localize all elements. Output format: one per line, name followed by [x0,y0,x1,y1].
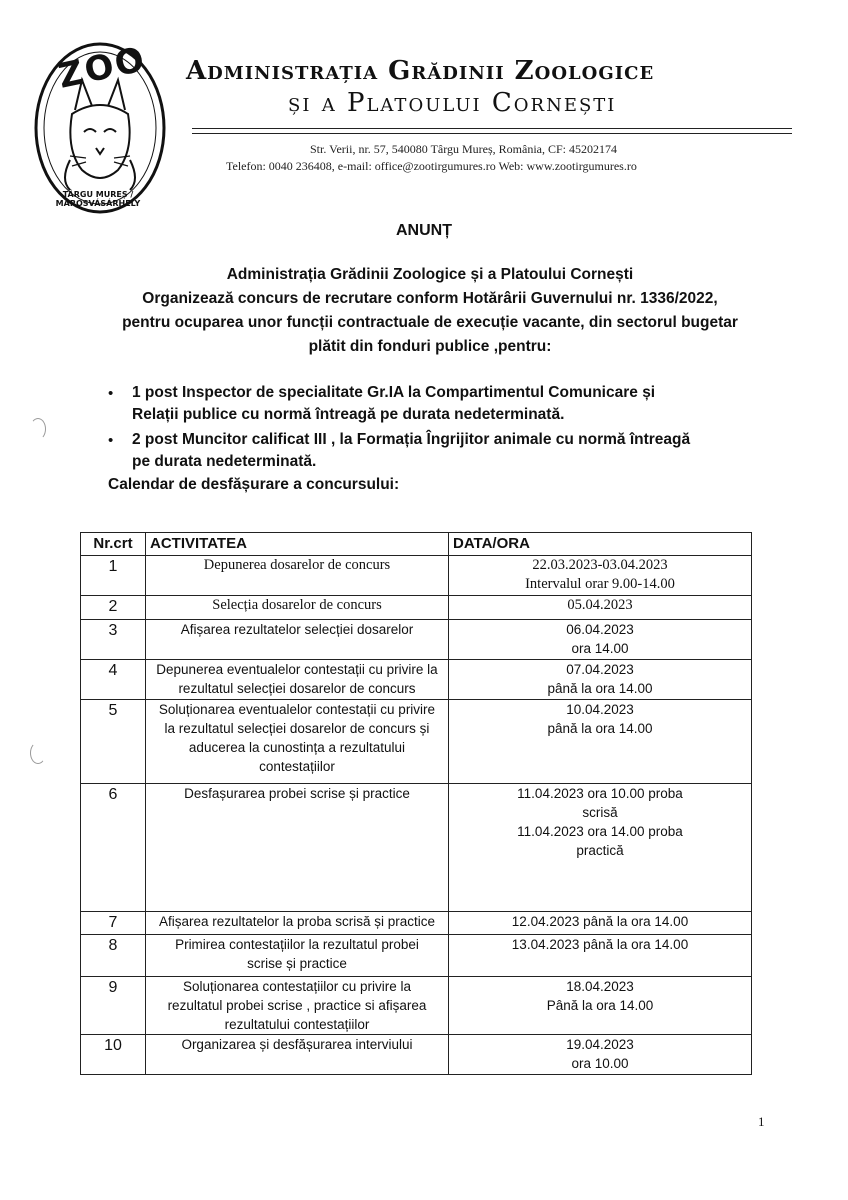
date-text: 18.04.2023 [566,979,634,994]
row-number: 2 [81,596,146,620]
date-text: până la ora 14.00 [547,681,653,696]
row-number: 3 [81,620,146,660]
schedule-table [80,532,752,1075]
activity-cell [146,700,449,784]
date-cell [449,620,752,660]
activity-text: Soluționarea contestațiilor cu privire la [182,979,412,994]
table-row [81,660,752,700]
position-item: 2 post Muncitor calificat III , la Formația Îngrijitor animale cu normă întreagă [132,431,691,448]
activity-cell [146,660,449,700]
date-cell [449,596,752,620]
position-item: 1 post Inspector de specialitate Gr.IA la Compartimentul Comunicare și [132,384,656,401]
activity-text: Primirea contestațiilor la rezultatul probei [175,937,419,952]
row-number: 4 [81,660,146,700]
activity-text: rezultatul probei scrise , practice si afișarea [167,998,427,1013]
row-number: 9 [81,977,146,1035]
table-row [81,556,752,596]
activity-cell [146,1035,449,1075]
activity-text: Selecția dosarelor de concurs [212,597,382,613]
document-title: ANUNȚ [396,222,452,239]
activity-cell [146,556,449,596]
zoo-logo [30,40,170,220]
table-row [81,784,752,912]
date-text: Până la ora 14.00 [546,998,654,1013]
table-row [81,1035,752,1075]
table-row [81,620,752,660]
header-rule [192,133,792,134]
date-cell [449,935,752,977]
activity-text: Depunerea eventualelor contestații cu privire la [156,662,438,677]
table-row [81,912,752,935]
table-row [81,935,752,977]
activity-cell [146,784,449,912]
activity-cell [146,935,449,977]
date-text: 05.04.2023 [567,597,633,613]
date-text: ora 10.00 [571,1056,629,1071]
bullet-icon: • [108,432,114,449]
activity-text: la rezultatul selecției dosarelor de concurs și [164,721,430,736]
header-rule [192,128,792,129]
org-contact: Telefon: 0040 236408, e-mail: office@zootirgumures.ro Web: www.zootirgumures.ro [226,159,637,173]
intro-line: plătit din fonduri publice ,pentru: [308,338,552,355]
punch-hole-mark [30,418,46,440]
activity-text: aducerea la cunostința a rezultatului [188,740,406,755]
intro-line: Administrația Grădinii Zoologice și a Platoului Cornești [226,266,634,283]
table-header-row [81,533,752,556]
date-cell [449,977,752,1035]
date-text: ora 14.00 [571,641,629,656]
row-number: 1 [81,556,146,596]
row-number: 10 [81,1035,146,1075]
activity-cell [146,912,449,935]
date-text: 13.04.2023 până la ora 14.00 [511,937,689,952]
date-cell [449,912,752,935]
row-number: 5 [81,700,146,784]
org-name-line1: Administrația Grădinii Zoologice [186,56,655,86]
date-text: 10.04.2023 [566,702,634,717]
activity-text: Afișarea rezultatelor selecției dosarelor [180,622,414,637]
table-row [81,596,752,620]
activity-text: rezultatului contestațiilor [224,1017,370,1032]
row-number: 7 [81,912,146,935]
schedule-table-body [81,556,752,1075]
date-cell [449,700,752,784]
activity-text: Desfașurarea probei scrise și practice [184,786,410,801]
position-item-cont: pe durata nedeterminată. [132,453,317,470]
date-text: 22.03.2023-03.04.2023 [532,557,668,573]
date-text: 12.04.2023 până la ora 14.00 [511,914,689,929]
activity-text: Afișarea rezultatelor la proba scrisă și practice [158,914,436,929]
org-address: Str. Verii, nr. 57, 540080 Târgu Mureș, România, CF: 45202174 [310,142,618,156]
date-text: scrisă [582,805,618,820]
header-date: DATA/ORA [449,533,752,556]
activity-text: Organizarea și desfășurarea interviului [181,1037,413,1052]
date-text: 11.04.2023 ora 14.00 proba [517,824,683,839]
header-activity: ACTIVITATEA [146,533,449,556]
page-number: 1 [758,1114,765,1129]
date-text: 06.04.2023 [566,622,634,637]
row-number: 6 [81,784,146,912]
activity-text: contestațiilor [259,759,335,774]
table-row [81,700,752,784]
activity-text: rezultatul selecției dosarelor de concurs [178,681,416,696]
logo-ring-text: TÂRGU MUREȘ / MAROSVÁSÁRHELY [55,190,141,208]
table-row [81,977,752,1035]
date-text: 11.04.2023 ora 10.00 proba [517,786,683,801]
date-cell [449,660,752,700]
header-nr: Nr.crt [81,533,146,556]
activity-text: Depunerea dosarelor de concurs [203,557,391,573]
row-number: 8 [81,935,146,977]
calendar-heading: Calendar de desfășurare a concursului: [108,476,400,493]
date-cell [449,556,752,596]
activity-text: Soluționarea eventualelor contestații cu privire [158,702,436,717]
intro-line: pentru ocuparea unor funcții contractuale de execuție vacante, din sectorul bugetar [122,314,738,331]
bullet-icon: • [108,385,114,402]
org-name-line2: și a Platoului Cornești [288,88,617,118]
date-text: până la ora 14.00 [547,721,653,736]
date-cell [449,784,752,912]
date-text: Intervalul orar 9.00-14.00 [525,576,675,592]
date-text: 07.04.2023 [566,662,634,677]
logo-zoo-text: ZOO [54,39,150,97]
date-cell [449,1035,752,1075]
date-text: practică [576,843,624,858]
activity-cell [146,596,449,620]
position-item-cont: Relații publice cu normă întreagă pe durata nedeterminată. [132,406,565,423]
date-text: 19.04.2023 [566,1037,634,1052]
activity-cell [146,977,449,1035]
activity-cell [146,620,449,660]
activity-text: scrise și practice [247,956,347,971]
punch-hole-mark [30,742,46,764]
intro-line: Organizează concurs de recrutare conform Hotărârii Guvernului nr. 1336/2022, [142,290,718,307]
